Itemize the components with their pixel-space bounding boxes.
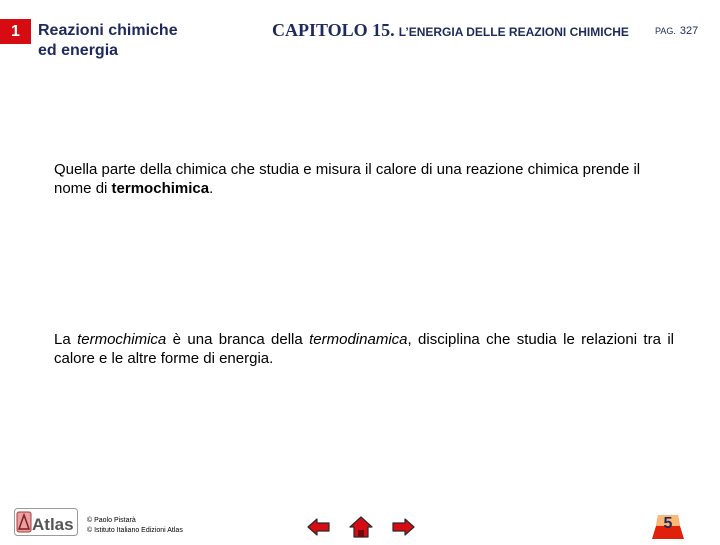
page-number-value: 327 <box>679 25 699 37</box>
atlas-logo <box>14 508 78 536</box>
credit-line-2: © Istituto Italiano Edizioni Atlas <box>87 527 183 534</box>
chapter-heading <box>272 20 629 41</box>
prev-button[interactable] <box>306 515 332 539</box>
home-icon <box>350 517 372 537</box>
chapter-prefix: CAPITOLO 15. <box>272 20 395 40</box>
term-termochimica: termochimica <box>111 180 210 197</box>
paragraph-description <box>54 330 674 368</box>
chapter-title: L’ENERGIA DELLE REAZIONI CHIMICHE <box>398 25 629 39</box>
page-label: PAG. <box>655 26 676 36</box>
section-title-line2: ed energia <box>38 42 119 59</box>
page-number <box>655 25 698 37</box>
term-termodinamica: termodinamica <box>309 331 408 348</box>
slide-number-text: 5 <box>663 515 673 532</box>
credits <box>87 516 183 536</box>
home-button[interactable] <box>348 515 374 539</box>
paragraph2-part3: , disciplina che studia le relazioni tra il calore e le altre forme di energia. <box>54 331 674 367</box>
paragraph1-end: . <box>209 180 214 197</box>
paragraph-definition <box>54 160 674 198</box>
paragraph2-part1: La <box>54 331 78 348</box>
right-arrow-icon <box>393 519 414 535</box>
next-button[interactable] <box>390 515 416 539</box>
term-termochimica-italic: termochimica <box>77 331 167 348</box>
paragraph1-text: Quella parte della chimica che studia e misura il calore di una reazione chimica prende il nome di <box>54 161 641 197</box>
section-title-line1: Reazioni chimiche <box>38 22 178 39</box>
section-title <box>38 21 238 61</box>
logo-text: Atlas <box>32 515 74 534</box>
paragraph2-part2: è una branca della <box>166 331 310 348</box>
credit-line-1: © Paolo Pistarà <box>87 517 136 524</box>
section-number-badge: 1 <box>0 19 31 44</box>
slide-number <box>650 512 686 540</box>
left-arrow-icon <box>308 519 329 535</box>
